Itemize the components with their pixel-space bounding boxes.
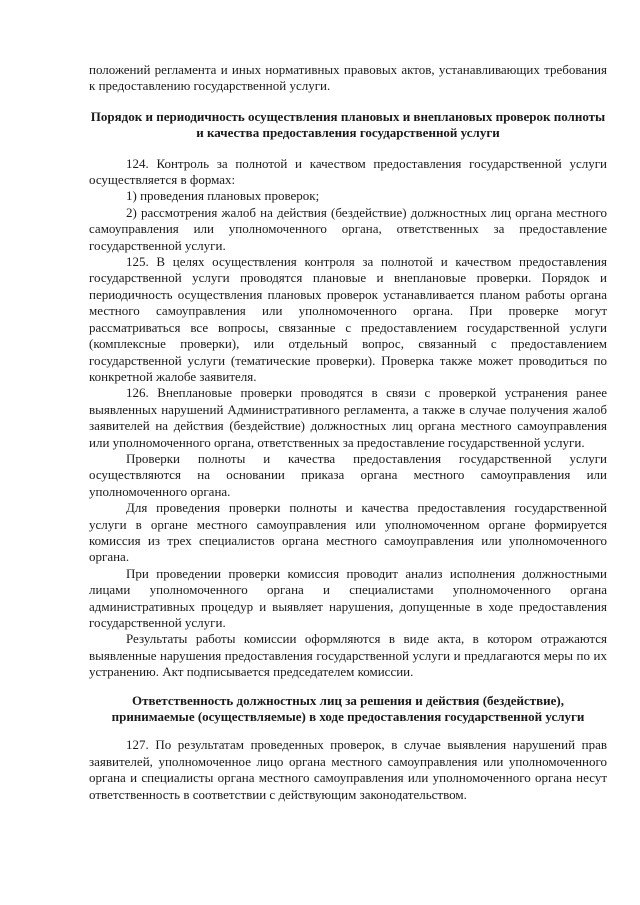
paragraph-126: 126. Внеплановые проверки проводятся в связи с проверкой устранения ранее выявленных нарушений Административного регламента, а также в случае получения жалоб заявителей на действия (бездействие) должностных лиц органа местного самоуправления или уполномоченного органа, ответственных за предоставление государственной услуги. xyxy=(89,385,607,450)
document-page xyxy=(89,62,607,803)
paragraph-126-results: Результаты работы комиссии оформляются в виде акта, в котором отражаются выявленные нарушения предоставления государственной услуги и предлагаются меры по их устранению. Акт подписывается председателем комиссии. xyxy=(89,631,607,680)
paragraph-124-item-1: 1) проведения плановых проверок; xyxy=(126,188,320,204)
paragraph-125: 125. В целях осуществления контроля за полнотой и качеством предоставления государственной услуги проводятся плановые и внеплановые проверки. Порядок и периодичность осуществления плановых проверок устанавливается планом работы органа местного самоуправления или уполномоченного органа. При проверке могут рассматриваться все вопросы, связанные с предоставлением государственной услуги (комплексные проверки), или отдельный вопрос, связанный с предоставлением государственной услуги (тематические проверки). Проверка также может проводиться по конкретной жалобе заявителя. xyxy=(89,254,607,384)
intro-paragraph: положений регламента и иных нормативных правовых актов, устанавливающих требования к предоставлению государственной услуги. xyxy=(89,62,607,94)
paragraph-126-analysis: При проведении проверки комиссия проводит анализ исполнения должностными лицами уполномоченного органа и специалистами уполномоченного органа административных процедур и выявляет нарушения, допущенные в ходе предоставления государственной услуги. xyxy=(89,565,607,630)
section-heading-inspections: Порядок и периодичность осуществления плановых и внеплановых проверок полноты и качества предоставления государственной услуги xyxy=(90,108,606,141)
paragraph-127: 127. По результатам проведенных проверок, в случае выявления нарушений прав заявителей, уполномоченное лицо органа местного самоуправления или уполномоченного органа и специалисты органа местного самоуправления или уполномоченного органа несут ответственность в соответствии с действующим законодательством. xyxy=(89,737,607,802)
paragraph-126-commission: Для проведения проверки полноты и качества предоставления государственной услуги в органе местного самоуправления или уполномоченном органе формируется комиссия из трех специалистов органа местного самоуправления или уполномоченного органа. xyxy=(89,500,607,565)
section-heading-responsibility: Ответственность должностных лиц за решения и действия (бездействие), принимаемые (осуществляемые) в ходе предоставления государственной услуги xyxy=(111,692,585,725)
paragraph-124-item-2: 2) рассмотрения жалоб на действия (бездействие) должностных лиц органа местного самоуправления или уполномоченного органа, ответственных за предоставление государственной услуги. xyxy=(89,204,607,253)
paragraph-124: 124. Контроль за полнотой и качеством предоставления государственной услуги осуществляется в формах: xyxy=(89,155,607,188)
paragraph-126-order: Проверки полноты и качества предоставления государственной услуги осуществляются на основании приказа органа местного самоуправления или уполномоченного органа. xyxy=(89,450,607,499)
